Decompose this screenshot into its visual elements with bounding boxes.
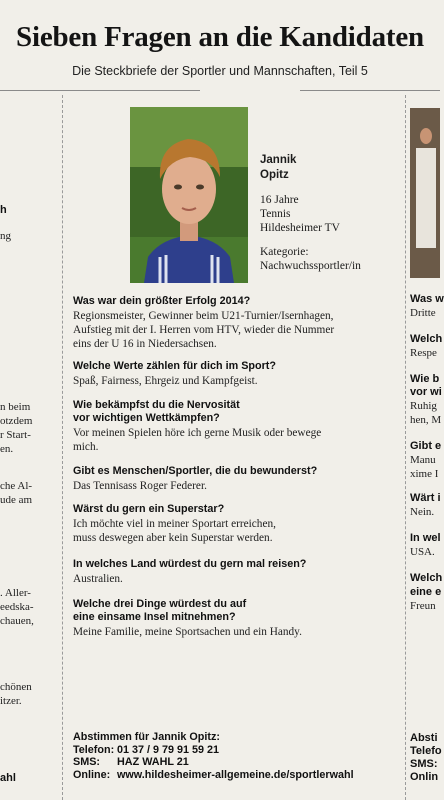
answer-line: Das Tennisass Roger Federer. (73, 480, 207, 492)
answer-line: Regionsmeister, Gewinner beim U21-Turnier/Isernhagen, (73, 310, 334, 322)
right-fragment: hen, M (410, 414, 442, 426)
qa-item (73, 503, 403, 545)
left-fragment: ude am (0, 494, 33, 506)
left-column-fragments (0, 0, 60, 800)
sms-row (73, 756, 403, 769)
neighbor-photo (410, 108, 440, 278)
right-fragment: Gibt e (410, 440, 442, 452)
right-fragment: Absti (410, 732, 438, 744)
right-fragment: Dritte (410, 307, 436, 319)
qa-item (73, 465, 403, 493)
vote-title: Abstimmen für Jannik Opitz: (73, 731, 220, 743)
right-fragment: Nein. (410, 506, 435, 518)
qa-item (73, 295, 403, 351)
right-fragment: Welch (410, 572, 443, 584)
answer-line: Spaß, Fairness, Ehrgeiz und Kampfgeist. (73, 375, 258, 387)
question: eine einsame Insel mitnehmen? (73, 611, 236, 623)
sms-keyword: HAZ WAHL 21 (117, 756, 189, 768)
online-label: Online: (73, 768, 111, 781)
left-fragment: r Start- (0, 429, 31, 441)
right-fragment: eine e (410, 586, 442, 598)
right-fragment: Respe (410, 347, 437, 359)
last-name: Opitz (260, 169, 289, 181)
qa-item (73, 360, 403, 388)
right-fragment: Manu (410, 454, 436, 466)
question: Was war dein größter Erfolg 2014? (73, 295, 251, 307)
page-subtitle: Die Steckbriefe der Sportler und Mannschaften, Teil 5 (72, 64, 368, 78)
left-fragment: ng (0, 230, 11, 242)
left-fragment: chauen, (0, 615, 34, 627)
left-fragment: en. (0, 443, 14, 455)
answer-line: Meine Familie, meine Sportsachen und ein Handy. (73, 626, 302, 638)
right-fragment: Wärt i (410, 492, 441, 504)
right-fragment: USA. (410, 546, 435, 558)
candidate-photo (130, 107, 248, 283)
phone-row (73, 744, 403, 757)
left-fragment: che Al- (0, 480, 33, 492)
right-fragment: Freun (410, 600, 436, 612)
question: Wärst du gern ein Superstar? (73, 503, 225, 515)
online-row (73, 769, 403, 782)
right-fragment: Welch (410, 333, 443, 345)
phone-label: Telefon: (73, 743, 115, 756)
qa-item (73, 558, 403, 586)
category-label: Kategorie: (260, 246, 309, 258)
left-fragment: h (0, 204, 7, 216)
question: Gibt es Menschen/Sportler, die du bewunderst? (73, 465, 318, 477)
qa-item (73, 598, 403, 639)
question: Wie bekämpfst du die Nervosität (73, 399, 240, 411)
phone-number: 01 37 / 9 79 91 59 21 (117, 743, 220, 756)
answer-line: muss deswegen aber kein Superstar werden. (73, 532, 273, 544)
first-name: Jannik (260, 154, 297, 166)
right-fragment: Ruhig (410, 400, 437, 412)
left-fragment: n beim (0, 401, 31, 413)
answer-line: mich. (73, 441, 99, 453)
age: 16 Jahre (260, 194, 299, 206)
answer-line: Ich möchte viel in meiner Sportart erreichen, (73, 518, 276, 530)
candidate-info (260, 153, 410, 273)
page-title: Sieben Fragen an die Kandidaten (16, 21, 424, 53)
answer-line: Vor meinen Spielen höre ich gerne Musik oder bewege (73, 427, 322, 439)
category: Nachwuchssportler/in (260, 260, 361, 272)
answer-line: eins der U 16 in Niedersachsen. (73, 338, 217, 350)
voting-info (73, 731, 403, 781)
answer-line: Aufstieg mit der I. Herren vom HTV, wieder die Nummer (73, 324, 335, 336)
left-fragment: ahl (0, 772, 16, 784)
online-url: www.hildesheimer-allgemeine.de/sportlerwahl (117, 768, 354, 781)
left-fragment: . Aller- (0, 587, 31, 599)
right-fragment: Was w (410, 293, 444, 305)
left-fragment: otzdem (0, 415, 33, 427)
right-fragment: vor wi (410, 386, 442, 398)
right-fragment: In wel (410, 532, 441, 544)
sms-label: SMS: (73, 756, 100, 768)
right-fragment: Telefo (410, 745, 442, 757)
left-fragment: chönen (0, 681, 32, 693)
answer-line: Australien. (73, 573, 123, 585)
left-fragment: itzer. (0, 695, 22, 707)
right-fragment: Onlin (410, 771, 439, 783)
question: In welches Land würdest du gern mal reisen? (73, 558, 307, 570)
question: vor wichtigen Wettkämpfen? (73, 412, 220, 424)
qa-item (73, 399, 403, 454)
column-divider-left (62, 95, 63, 800)
right-fragment: Wie b (410, 373, 440, 385)
question: Welche drei Dinge würdest du auf (73, 598, 247, 610)
right-fragment: xime I (410, 468, 439, 480)
sport: Tennis (260, 208, 291, 220)
right-fragment: SMS: (410, 758, 438, 770)
question: Welche Werte zählen für dich im Sport? (73, 360, 276, 372)
left-fragment: eedska- (0, 601, 34, 613)
club: Hildesheimer TV (260, 222, 340, 234)
right-column-fragments (408, 0, 444, 800)
